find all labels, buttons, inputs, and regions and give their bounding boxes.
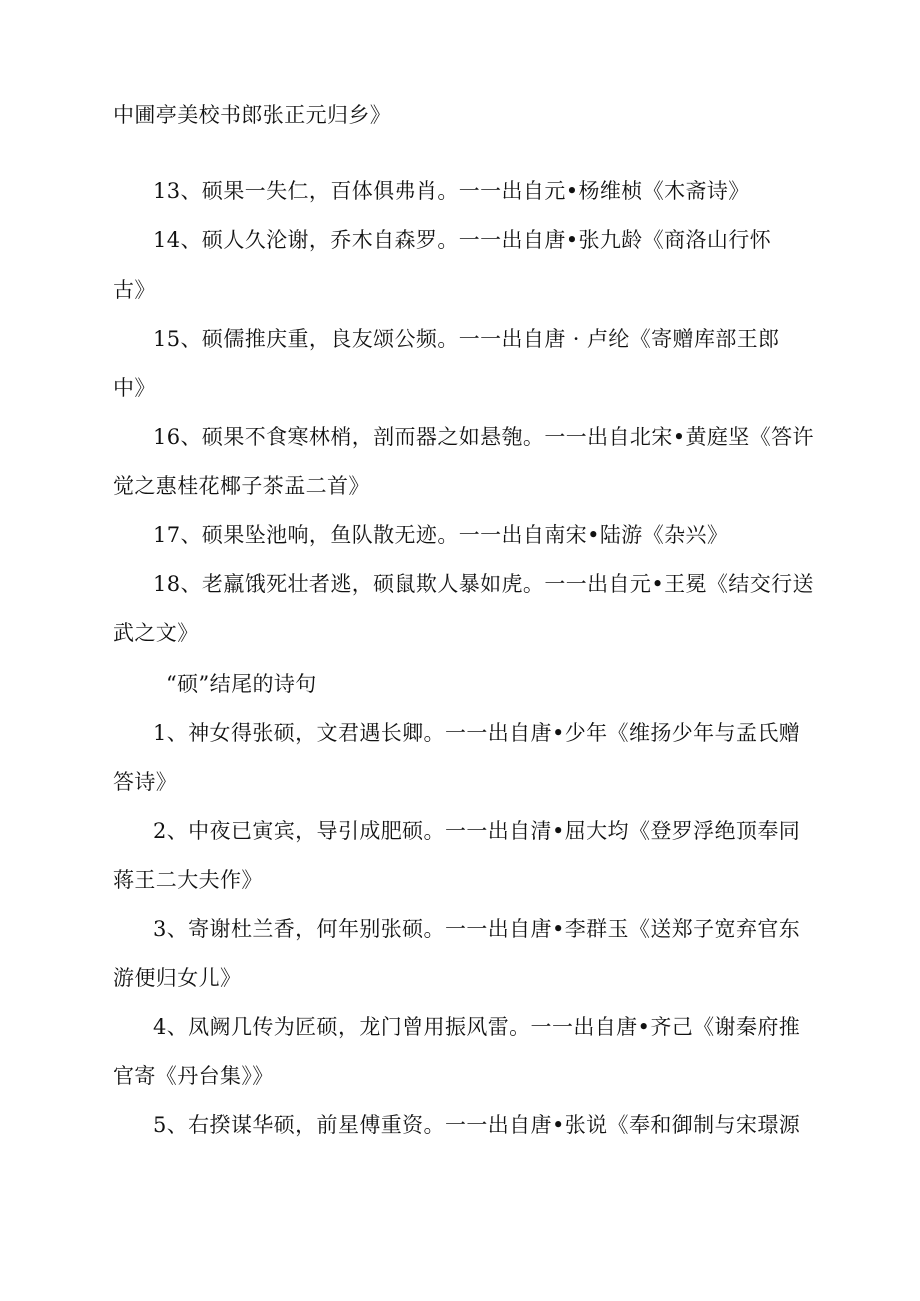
text-line: 官寄《丹台集》》 bbox=[113, 1064, 274, 1088]
text-line: 17、硕果坠池响，鱼队散无迹。一一出自南宋•陆游《杂兴》 bbox=[153, 523, 729, 547]
text-line: 5、右揆谋华硕，前星傅重资。一一出自唐•张说《奉和御制与宋璟源 bbox=[153, 1113, 801, 1137]
text-line: 14、硕人久沦谢，乔木自森罗。一一出自唐•张九龄《商洛山行怀 bbox=[153, 228, 772, 252]
text-line: 16、硕果不食寒林梢，剖而器之如悬匏。一一出自北宋•黄庭坚《答许 bbox=[153, 425, 814, 449]
text-line: 中圃亭美校书郎张正元归乡》 bbox=[113, 103, 392, 127]
text-line: 武之文》 bbox=[113, 621, 199, 645]
section-heading: “硕”结尾的诗句 bbox=[166, 672, 317, 696]
text-line: 中》 bbox=[113, 376, 156, 400]
text-line: 15、硕儒推庆重，良友颂公频。一一出自唐 · 卢纶《寄赠库部王郎 bbox=[153, 327, 780, 351]
text-line: 古》 bbox=[113, 278, 156, 302]
text-line: 游便归女儿》 bbox=[113, 966, 242, 990]
text-line: 18、老羸饿死壮者逃，硕鼠欺人暴如虎。一一出自元•王冕《结交行送 bbox=[153, 572, 814, 596]
text-line: 2、中夜已寅宾，导引成肥硕。一一出自清•屈大均《登罗浮绝顶奉同 bbox=[153, 819, 801, 843]
text-line: 蒋王二大夫作》 bbox=[113, 868, 263, 892]
text-line: 13、硕果一失仁，百体俱弗肖。一一出自元•杨维桢《木斋诗》 bbox=[153, 179, 750, 203]
text-line: 1、神女得张硕，文君遇长卿。一一出自唐•少年《维扬少年与孟氏赠 bbox=[153, 721, 801, 745]
text-line: 3、寄谢杜兰香，何年别张硕。一一出自唐•李群玉《送郑子宽弃官东 bbox=[153, 917, 801, 941]
text-line: 觉之惠桂花椰子茶盂二首》 bbox=[113, 474, 370, 498]
text-line: 答诗》 bbox=[113, 770, 178, 794]
text-line: 4、凤阙几传为匠硕，龙门曾用振风雷。一一出自唐•齐己《谢秦府推 bbox=[153, 1015, 801, 1039]
